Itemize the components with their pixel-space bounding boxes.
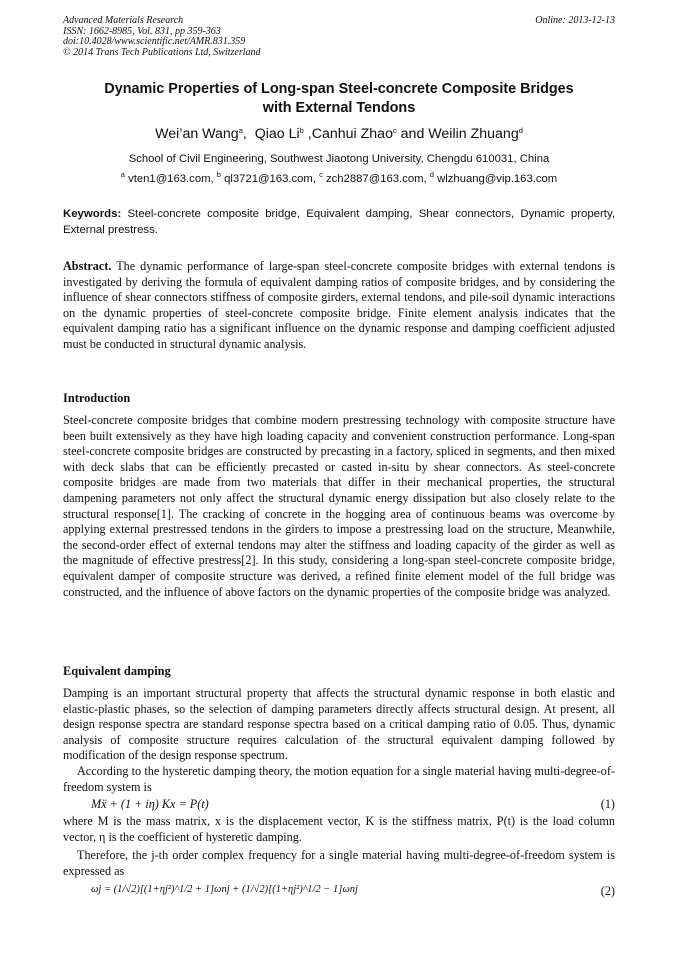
equation-1 [63, 797, 615, 813]
author-4-sup: d [518, 126, 523, 135]
email-3[interactable]: zch2887@163.com, [326, 173, 427, 185]
email-1[interactable]: vten1@163.com, [128, 173, 214, 185]
title-line-1: Dynamic Properties of Long-span Steel-concrete Composite Bridges [104, 81, 574, 97]
running-header [63, 16, 615, 58]
damping-paragraph-3: Therefore, the j-th order complex frequency for a single material having multi-degree-of-freedom system is expressed as [63, 848, 615, 878]
damping-paragraph-1: Damping is an important structural property that affects the structural dynamic response in both elastic and elastic-plastic phases, so the selection of damping parameters directly affects structural design. At present, all design response spectra are standard response spectra based on a critical damping ratio of 0.05. Thus, dynamic analysis of composite structure requires calculation of the structural equivalent damping followed by modification of the design response spectrum. [63, 686, 615, 763]
equation-1-formula: Mẍ + (1 + iη) Kx = P(t) [91, 797, 209, 811]
email-2-sup: b [216, 170, 221, 179]
journal-name: Advanced Materials Research [63, 15, 184, 26]
paper-title [40, 80, 638, 118]
keywords-text: Steel-concrete composite bridge, Equivalent damping, Shear connectors, Dynamic property, External prestress. [63, 208, 615, 236]
email-2[interactable]: ql3721@163.com, [224, 173, 316, 185]
equation-2-number: (2) [600, 884, 615, 898]
abstract [63, 259, 615, 353]
keywords [63, 207, 615, 238]
author-2: Qiao Li [254, 126, 300, 142]
copyright: © 2014 Trans Tech Publications Ltd, Switzerland [63, 46, 261, 58]
equation-2 [63, 884, 615, 900]
online-date: Online: 2013-12-13 [535, 15, 615, 26]
author-3-sup: c [392, 126, 397, 135]
email-3-sup: c [319, 170, 323, 179]
email-list [40, 172, 638, 186]
damping-heading: Equivalent damping [63, 664, 171, 678]
author-2-sup: b [299, 126, 304, 135]
author-3: Canhui Zhao [311, 126, 393, 142]
keywords-label: Keywords: [63, 208, 122, 220]
damping-paragraph-2: According to the hysteretic damping theory, the motion equation for a single material having multi-degree-of-freedom system is [63, 764, 615, 794]
intro-paragraph: Steel-concrete composite bridges that combine modern prestressing technology with composite structure have been built extensively as they have high loading capacity and convenient construction performance. Long-span steel-concrete composite bridges are constructed by precasting in a factory, spliced in segments, and then mixed with deck slabs that can be efficiently precasted or casted in-situ by shear connectors. As steel-concrete composite bridges are made from two materials that differ in their mechanical properties, the structural dampening parameters not only affect the structural dynamic energy dissipation but also closely relate to the structural response[1]. The cracking of concrete in the hogging area of continuous beams was overcome by applying external prestressed tendons in the girders to impose a prestressing load on the structure, Meanwhile, the second-order effect of external tendons may alter the stiffness and loading capacity of the girder as well as the magnitude of effective prestress[2]. In this study, considering a long-span steel-concrete composite bridge, equivalent damper of composite structure was derived, a refined finite element model of the full bridge was constructed, and the influence of above factors on the dynamic properties of the composite bridge was analyzed. [63, 413, 615, 599]
email-1-sup: a [120, 170, 125, 179]
intro-heading: Introduction [63, 391, 131, 405]
equation-1-number: (1) [600, 797, 615, 811]
equation-2-formula: ωj = (1/√2)[(1+ηj²)^1/2 + 1]ωnj + (1/√2)[(1+ηj²)^1/2 − 1]ωnj [91, 884, 358, 895]
author-1-sup: a [238, 126, 243, 135]
title-line-2: with External Tendons [262, 100, 416, 116]
abstract-text: The dynamic performance of large-span steel-concrete composite bridges with external tendons is investigated by deriving the formula of equivalent damping ratios of composite bridges, and by considering the influence of shear connectors stiffness of composite girders, external tendons, and pile-soil dynamic interactions on the dynamic properties of steel-concrete composite bridge. Finite element analysis indicates that the equivalent damping ratio has a significant influence on the dynamic response and damping coefficient adjusted must be conducted in structural dynamic analysis. [63, 259, 615, 351]
author-4: and Weilin Zhuang [400, 126, 519, 142]
email-4[interactable]: wlzhuang@vip.163.com [437, 173, 558, 185]
where-paragraph: where M is the mass matrix, x is the displacement vector, K is the stiffness matrix, P(t) is the load column vector, η is the coefficient of hysteretic damping. [63, 814, 615, 844]
affiliation: School of Civil Engineering, Southwest Jiaotong University, Chengdu 610031, China [128, 153, 550, 165]
issn: ISSN: 1662-8985, Vol. 831, pp 359-363 [63, 25, 221, 37]
doi: doi:10.4028/www.scientific.net/AMR.831.359 [63, 36, 246, 48]
author-1: Wei’an Wang [155, 126, 239, 142]
author-list: Wei’an Wang$^a$, Qiao Li$^b$ ,Canhui Zhao$^c$ and Weilin Zhuang$^d$ [155, 126, 523, 142]
abstract-label: Abstract. [63, 259, 112, 273]
email-4-sup: d [429, 170, 434, 179]
